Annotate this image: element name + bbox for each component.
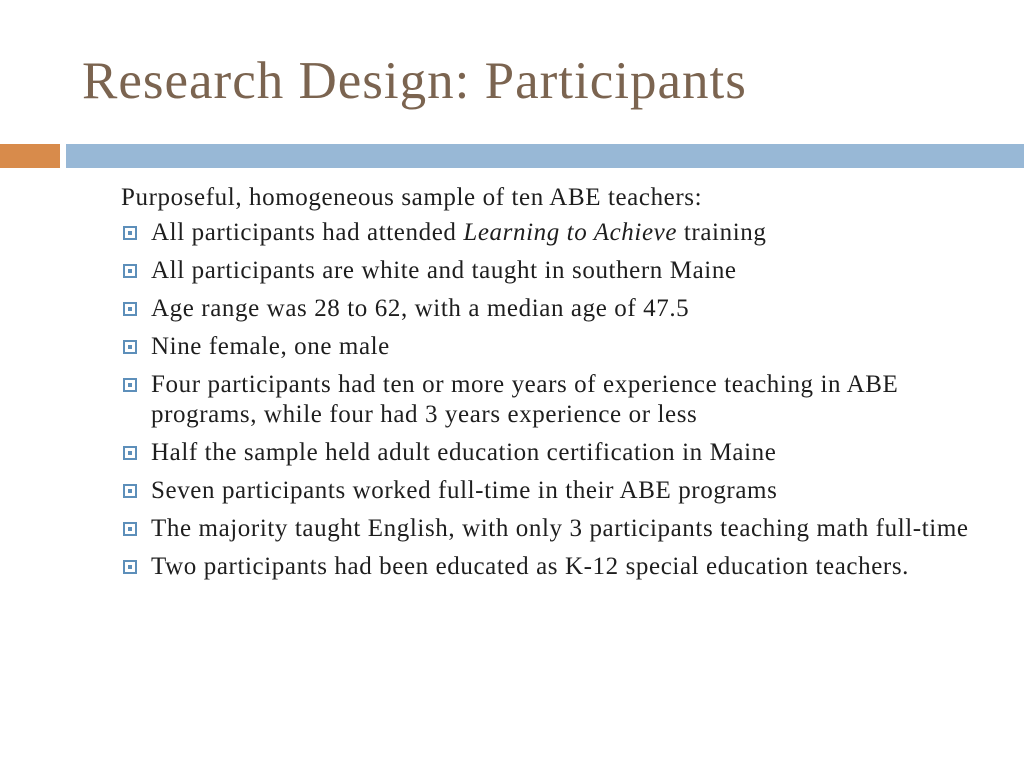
square-bullet-icon xyxy=(123,560,137,574)
bullet-text: Seven participants worked full-time in their ABE programs xyxy=(151,477,778,504)
bullet-text: Half the sample held adult education certification in Maine xyxy=(151,439,777,466)
bullet-text: Two participants had been educated as K-12 special education teachers. xyxy=(151,553,910,580)
intro-text: Purposeful, homogeneous sample of ten ABE teachers: xyxy=(121,184,703,211)
bullet-item xyxy=(121,256,1001,286)
square-bullet-icon xyxy=(123,446,137,460)
square-bullet-icon xyxy=(123,340,137,354)
bullet-item xyxy=(121,294,1001,324)
bullet-text: training xyxy=(677,219,767,246)
bullet-item xyxy=(121,514,1001,544)
slide-title: Research Design: Participants xyxy=(82,52,747,110)
bullet-item xyxy=(121,332,1001,362)
square-bullet-icon xyxy=(123,264,137,278)
bullet-item xyxy=(121,218,1001,248)
bullet-item xyxy=(121,552,1001,582)
bullet-list xyxy=(121,218,1001,582)
bullet-text: All participants are white and taught in southern Maine xyxy=(151,257,737,284)
square-bullet-icon xyxy=(123,226,137,240)
bullet-item xyxy=(121,476,1001,506)
slide-body xyxy=(121,180,1001,590)
square-bullet-icon xyxy=(123,522,137,536)
accent-bar-orange xyxy=(0,144,60,168)
square-bullet-icon xyxy=(123,302,137,316)
bullet-item xyxy=(121,438,1001,468)
bullet-italic-text: Learning to Achieve xyxy=(463,219,678,246)
accent-bar-blue xyxy=(66,144,1024,168)
square-bullet-icon xyxy=(123,378,137,392)
bullet-text: Age range was 28 to 62, with a median age of 47.5 xyxy=(151,295,690,322)
bullet-text: The majority taught English, with only 3 participants teaching math full-time xyxy=(151,515,969,542)
bullet-text: Nine female, one male xyxy=(151,333,390,360)
bullet-text: Four participants had ten or more years of experience teaching in ABE programs, while four had 3 years experience or less xyxy=(151,371,899,428)
bullet-item xyxy=(121,370,1001,430)
bullet-text: All participants had attended xyxy=(151,219,464,246)
square-bullet-icon xyxy=(123,484,137,498)
